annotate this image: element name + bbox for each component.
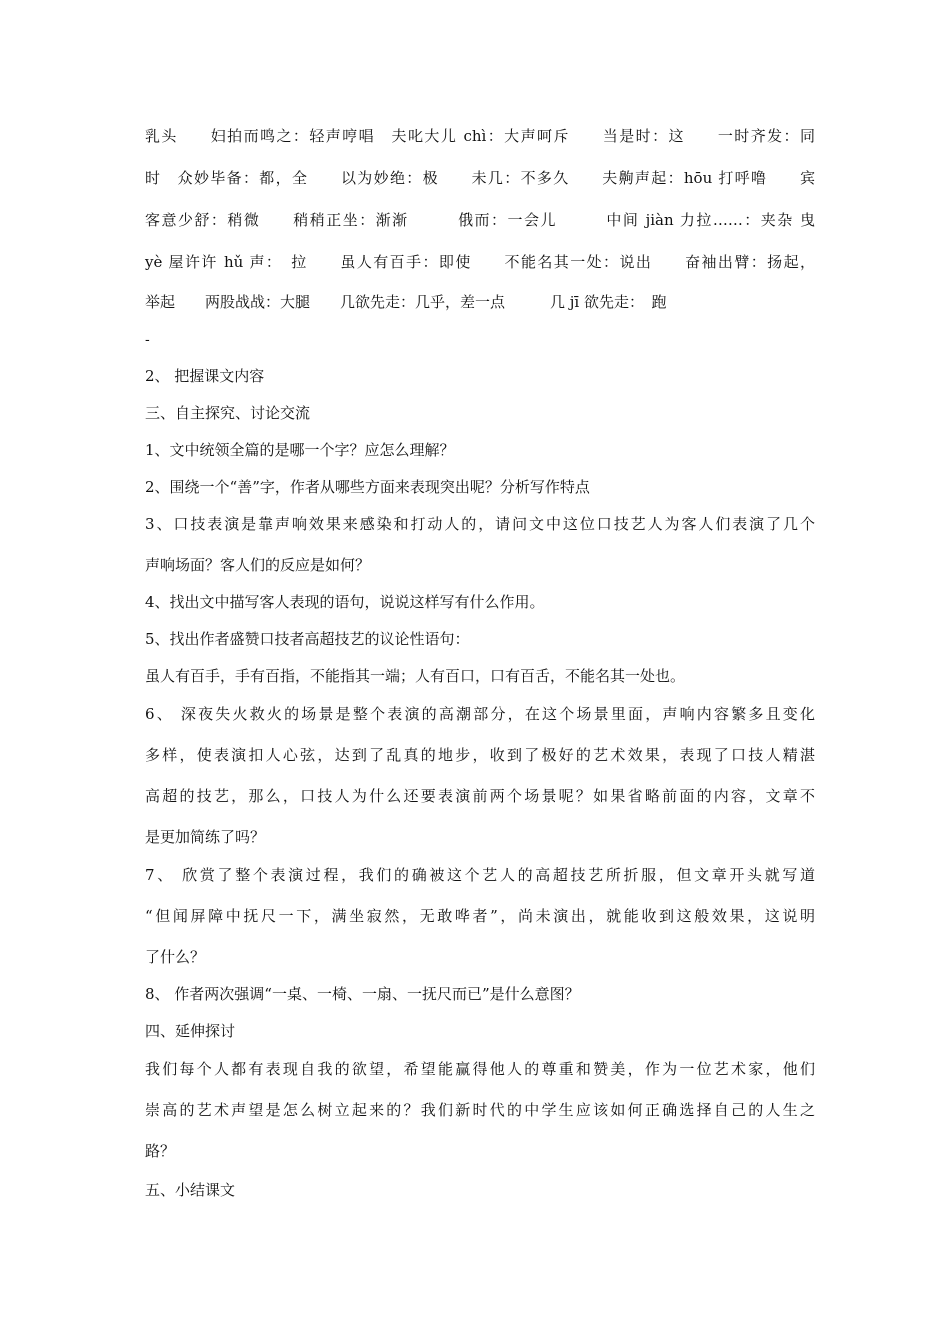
separator-dash: -: [145, 332, 150, 348]
section-4-line-2: 崇高的艺术声望是怎么树立起来的？我们新时代的中学生应该如何正确选择自己的人生之: [145, 1101, 815, 1119]
question-6-line-1: 6、 深夜失火救火的场景是整个表演的高潮部分，在这个场景里面，声响内容繁多且变化: [145, 705, 815, 723]
question-6-line-4: 是更加简练了吗？: [145, 828, 266, 846]
question-6-line-3: 高超的技艺，那么，口技人为什么还要表演前两个场景呢？如果省略前面的内容，文章不: [145, 787, 815, 805]
question-3-line-2: 声响场面？客人们的反应是如何？: [145, 556, 371, 574]
question-7-line-1: 7、 欣赏了整个表演过程，我们的确被这个艺人的高超技艺所折服，但文章开头就写道: [145, 866, 815, 884]
section-4-line-1: 我们每个人都有表现自我的欲望，希望能赢得他人的尊重和赞美，作为一位艺术家，他们: [145, 1060, 815, 1078]
question-6-line-2: 多样，使表演扣人心弦，达到了乱真的地步，收到了极好的艺术效果，表现了口技人精湛: [145, 746, 815, 764]
question-3-line-1: 3、口技表演是靠声响效果来感染和打动人的，请问文中这位口技艺人为客人们表演了几个: [145, 515, 815, 533]
section-3-heading: 三、自主探究、讨论交流: [145, 404, 311, 422]
vocab-line-1: 乳头 妇拍而鸣之：轻声哼唱 夫叱大儿 chì：大声呵斥 当是时：这 一时齐发：同: [145, 127, 815, 145]
question-7-line-3: 了什么？: [145, 948, 206, 966]
question-7-line-2: “但闻屏障中抚尺一下，满坐寂然，无敢哗者”，尚未演出，就能收到这般效果，这说明: [145, 907, 815, 925]
question-1: 1、文中统领全篇的是哪一个字？应怎么理解？: [145, 441, 455, 459]
question-5: 5、找出作者盛赞口技者高超技艺的议论性语句：: [145, 630, 470, 648]
question-5-answer: 虽人有百手，手有百指，不能指其一端；人有百口，口有百舌，不能名其一处也。: [145, 667, 686, 685]
question-8: 8、 作者两次强调“一桌、一椅、一扇、一抚尺而已”是什么意图？: [145, 985, 580, 1003]
section-4-line-3: 路？: [145, 1142, 176, 1160]
question-4: 4、找出文中描写客人表现的语句，说说这样写有什么作用。: [145, 593, 545, 611]
section-4-heading: 四、延伸探讨: [145, 1022, 236, 1040]
section-2-heading: 2、 把握课文内容: [145, 367, 265, 385]
vocab-line-4: yè 屋许许 hǔ 声： 拉 虽人有百手：即使 不能名其一处：说出 奋袖出臂：扬起，: [145, 253, 815, 271]
vocab-line-3: 客意少舒：稍微 稍稍正坐：渐渐 俄而：一会儿 中间 jiàn 力拉……：夹杂 曳: [145, 211, 815, 229]
vocab-line-5: 举起 两股战战：大腿 几欲先走：几乎，差一点 几 jī 欲先走： 跑: [145, 293, 667, 311]
vocab-line-2: 时 众妙毕备：都，全 以为妙绝：极 未几：不多久 夫齁声起：hōu 打呼噜 宾: [145, 169, 815, 187]
section-5-heading: 五、小结课文: [145, 1181, 236, 1199]
question-2: 2、围绕一个“善”字，作者从哪些方面来表现突出呢？分析写作特点: [145, 478, 590, 496]
